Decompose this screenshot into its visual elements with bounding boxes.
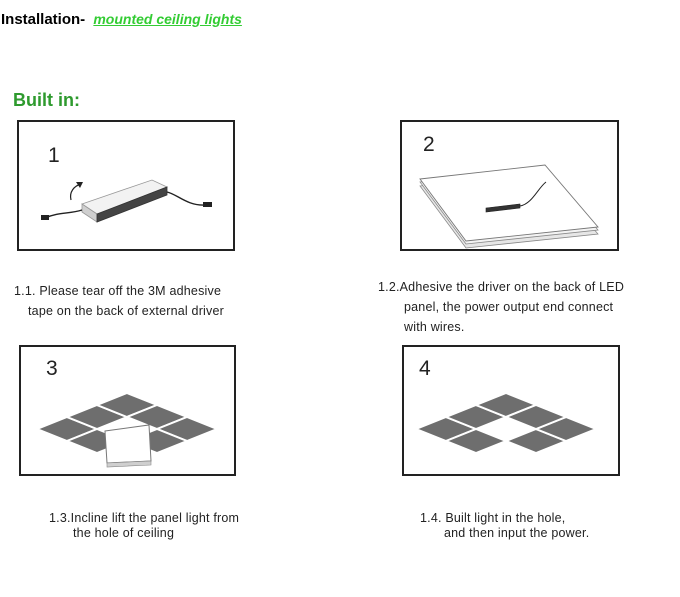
step-3-caption-line-2: the hole of ceiling <box>73 526 175 540</box>
step-1-caption-line-1: 1.1. Please tear off the 3M adhesive <box>14 284 222 298</box>
step-3-illustration <box>19 345 236 476</box>
step-2-caption-line-1: 1.2.Adhesive the driver on the back of LED <box>378 280 625 294</box>
step-2-caption <box>378 277 624 337</box>
title-subtitle: mounted ceiling lights <box>93 11 242 27</box>
step-1-number: 1 <box>48 144 60 167</box>
step-2-caption-line-2: panel, the power output end connect <box>404 300 614 314</box>
step-2-caption-line-3: with wires. <box>404 320 465 334</box>
step-4-caption-line-2: and then input the power. <box>444 526 590 540</box>
step-3-number: 3 <box>46 357 58 380</box>
section-heading: Built in: <box>13 90 80 110</box>
step-2-number: 2 <box>423 133 435 156</box>
installed-tiles-illustration <box>404 347 618 474</box>
driver-illustration <box>19 122 233 249</box>
step-2-illustration <box>400 120 619 251</box>
page-title <box>1 11 242 28</box>
step-1-caption <box>14 281 224 321</box>
step-1-caption-line-2: tape on the back of external driver <box>28 304 225 318</box>
step-4-illustration <box>402 345 620 476</box>
step-4-number: 4 <box>419 357 431 380</box>
step-3-caption-line-1: 1.3.Incline lift the panel light from <box>49 511 240 525</box>
panel-driver-illustration <box>402 122 617 249</box>
step-3-caption <box>49 511 239 541</box>
title-text: Installation- <box>1 11 86 28</box>
step-4-caption <box>420 511 589 541</box>
ceiling-tiles-illustration <box>21 347 234 474</box>
step-1-illustration <box>17 120 235 251</box>
step-4-caption-line-1: 1.4. Built light in the hole, <box>420 511 566 525</box>
